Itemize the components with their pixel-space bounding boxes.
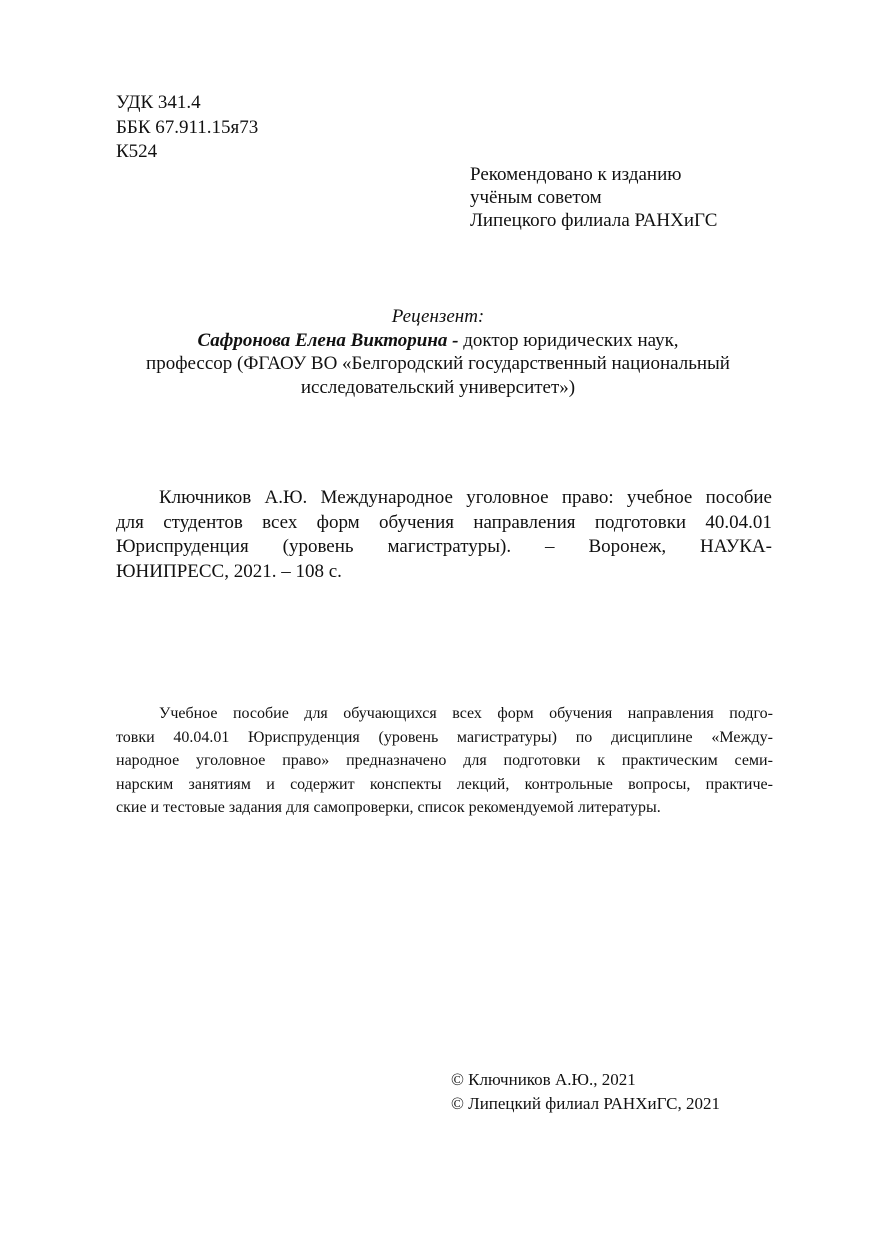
word: семи- — [734, 752, 773, 769]
udk-code: УДК 341.4 — [116, 92, 201, 113]
word: лекций, — [456, 775, 510, 793]
word: вопросы, — [628, 775, 691, 793]
annotation-line-2 — [116, 726, 773, 750]
word: магистратуры). — [387, 536, 512, 558]
annotation-paragraph — [116, 702, 773, 820]
bbk-code: ББК 67.911.15я73 — [116, 116, 259, 138]
word: (уровень — [378, 728, 439, 746]
word: подготовки — [594, 511, 687, 533]
reviewer-label: Рецензент: — [391, 306, 485, 327]
word: обучения — [549, 705, 613, 722]
word: (уровень — [282, 536, 354, 558]
word: всех — [262, 511, 298, 533]
author-mark: К524 — [116, 141, 158, 162]
word: право: — [561, 487, 614, 508]
word: обучения — [379, 511, 455, 533]
word: обучающихся — [343, 705, 437, 722]
word: конспекты — [369, 775, 442, 793]
word: Юриспруденция — [116, 536, 249, 558]
reviewer-block — [0, 305, 876, 399]
word: для — [463, 752, 487, 769]
word: товки — [116, 728, 155, 746]
word: дисциплине — [610, 728, 693, 746]
word: 40.04.01 — [173, 728, 230, 746]
word: подготовки — [503, 752, 581, 769]
word: Юриспруденция — [248, 728, 360, 746]
annotation-line-4 — [116, 773, 773, 797]
word: пособие — [705, 487, 772, 508]
recommendation-line-3: Липецкого филиала РАНХиГС — [470, 210, 718, 231]
reviewer-degree: доктор юридических наук, — [458, 329, 679, 351]
word: Учебное — [159, 705, 218, 722]
word: для — [116, 511, 144, 533]
word: форм — [316, 511, 360, 533]
word: и — [266, 775, 275, 793]
word: студентов — [163, 511, 243, 533]
word: Ключников — [159, 487, 252, 508]
word: направления — [473, 511, 576, 533]
word: уголовное — [196, 752, 266, 769]
reviewer-line-1 — [0, 329, 876, 353]
word: уголовное — [466, 487, 549, 508]
word: направления — [627, 705, 714, 722]
copyright-block — [451, 1068, 720, 1116]
word: всех — [452, 705, 482, 722]
word: магистратуры) — [456, 728, 557, 746]
word: пособие — [232, 705, 289, 722]
word: Воронеж, — [588, 536, 667, 558]
copyright-author: © Ключников А.Ю., 2021 — [451, 1070, 636, 1089]
word: – — [545, 536, 555, 558]
word: 40.04.01 — [705, 511, 772, 533]
word: предназначено — [346, 752, 447, 769]
word: к — [597, 752, 605, 769]
citation-line-3 — [116, 535, 772, 560]
word: учебное — [626, 487, 693, 508]
citation-line-1 — [116, 486, 772, 511]
word: А.Ю. — [264, 487, 308, 508]
copyright-institution: © Липецкий филиал РАНХиГС, 2021 — [451, 1094, 721, 1113]
classification-block — [116, 91, 258, 165]
word: по — [575, 728, 593, 746]
word: право» — [282, 752, 330, 769]
annotation-line-1 — [116, 702, 773, 726]
word: подго- — [729, 705, 773, 722]
recommendation-line-2: учёным советом — [470, 187, 602, 208]
reviewer-name: Сафронова Елена Викторина - — [197, 329, 459, 351]
citation-line-2 — [116, 511, 772, 536]
citation-line-4: ЮНИПРЕСС, 2021. – 108 с. — [116, 561, 342, 583]
word: контрольные — [524, 775, 613, 793]
word: для — [304, 705, 328, 722]
recommendation-block — [470, 163, 717, 232]
word: форм — [497, 705, 534, 722]
word: «Между- — [711, 728, 773, 746]
annotation-line-5: ские и тестовые задания для самопроверки, список рекомендуемой литературы. — [116, 799, 661, 816]
word: народное — [116, 752, 180, 769]
word: практическим — [621, 752, 718, 769]
word: НАУКА- — [700, 536, 772, 558]
annotation-line-3 — [116, 749, 773, 773]
word: Международное — [320, 487, 453, 508]
reviewer-line-2: профессор (ФГАОУ ВО «Белгородский государственный национальный — [146, 353, 730, 374]
reviewer-line-3: исследовательский университет») — [300, 376, 576, 398]
recommendation-line-1: Рекомендовано к изданию — [470, 164, 682, 185]
word: практиче- — [705, 775, 773, 793]
word: нарским — [116, 775, 174, 793]
word: содержит — [290, 775, 355, 793]
bibliographic-citation — [116, 486, 772, 585]
word: занятиям — [188, 775, 251, 793]
